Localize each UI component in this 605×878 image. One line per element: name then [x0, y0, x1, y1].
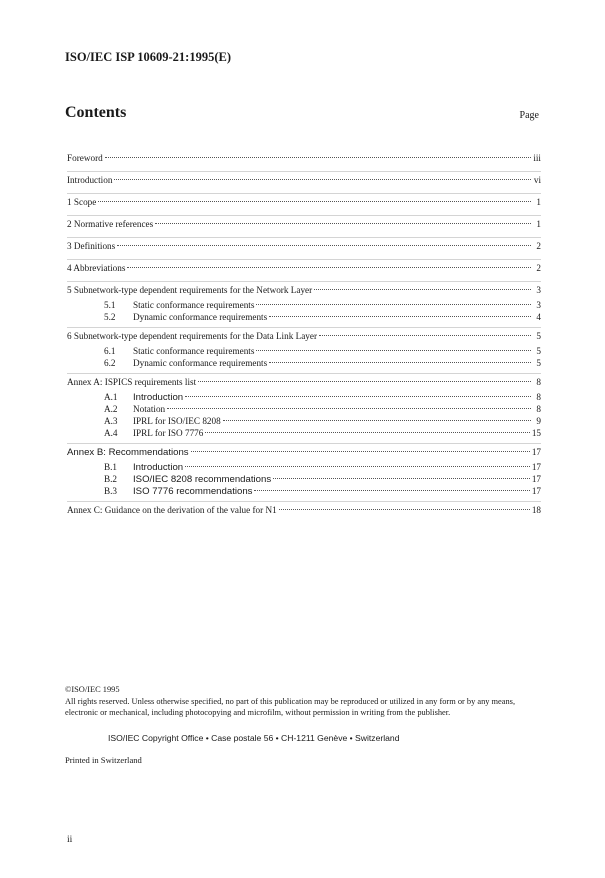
toc-entry-label: Annex C: Guidance on the derivation of the value for N1	[67, 505, 277, 515]
toc-page-number: 18	[531, 505, 541, 515]
toc-page-number: vi	[533, 175, 541, 185]
dot-leader	[269, 362, 531, 363]
toc-entry-scope[interactable]	[67, 196, 541, 211]
toc-group-foreword	[67, 150, 541, 172]
toc-entry-label: Dynamic conformance requirements	[133, 312, 268, 322]
rights-statement: All rights reserved. Unless otherwise specified, no part of this publication may be reproduced or utilized in any form or by any means, electronic or mechanical, including photocopying and microfilm, without permission in writing from the publisher.	[65, 696, 516, 717]
dot-leader	[269, 316, 531, 317]
toc-entry-a-3[interactable]	[67, 415, 541, 427]
dot-leader	[319, 335, 531, 336]
toc-entry-label: 4 Abbreviations	[67, 263, 126, 273]
dot-leader	[191, 451, 530, 452]
toc-entry-number: B.1	[104, 462, 118, 472]
dot-leader	[254, 490, 529, 491]
toc-entry-label: IPRL for ISO/IEC 8208	[133, 416, 221, 426]
toc-entry-number: A.1	[104, 392, 118, 402]
toc-page-number: 17	[531, 462, 541, 472]
toc-page-number: 5	[536, 346, 541, 356]
toc-group-annex-b	[67, 444, 541, 502]
dot-leader	[114, 179, 531, 180]
toc-entry-5-2[interactable]	[67, 311, 541, 323]
toc-entry-number: 5.2	[104, 312, 116, 322]
dot-leader	[256, 350, 531, 351]
toc-entry-b-3[interactable]	[67, 485, 541, 497]
toc-entry-definitions[interactable]	[67, 240, 541, 255]
toc-entry-a-2[interactable]	[67, 403, 541, 415]
toc-entry-a-4[interactable]	[67, 427, 541, 439]
toc-entry-normative-references[interactable]	[67, 218, 541, 233]
dot-leader	[273, 478, 530, 479]
dot-leader	[185, 466, 530, 467]
toc-page-number: 1	[536, 197, 541, 207]
toc-entry-6-1[interactable]	[67, 345, 541, 357]
document-id: ISO/IEC ISP 10609-21:1995(E)	[65, 50, 231, 64]
toc-group-section-5	[67, 282, 541, 328]
toc-group-annex-a	[67, 374, 541, 444]
dot-leader	[198, 381, 531, 382]
contents-title: Contents	[65, 104, 127, 121]
toc-page-number: 9	[536, 416, 541, 426]
toc-entry-label: 3 Definitions	[67, 241, 116, 251]
toc-entry-5-1[interactable]	[67, 299, 541, 311]
toc-entry-label: 5 Subnetwork-type dependent requirements for the Network Layer	[67, 285, 313, 295]
toc-entry-label: 1 Scope	[67, 197, 97, 207]
toc-entry-number: 6.1	[104, 346, 116, 356]
dot-leader	[155, 223, 531, 224]
dot-leader	[314, 289, 531, 290]
toc-entry-number: A.2	[104, 404, 118, 414]
dot-leader	[105, 157, 531, 158]
toc-entry-number: A.3	[104, 416, 118, 426]
page-column-label: Page	[519, 110, 539, 121]
dot-leader	[127, 267, 531, 268]
toc-group-normative	[67, 216, 541, 238]
toc-group-section-6	[67, 328, 541, 374]
toc-page-number: 3	[536, 300, 541, 310]
toc-entry-label: 2 Normative references	[67, 219, 154, 229]
dot-leader	[185, 396, 531, 397]
toc-page-number: iii	[533, 153, 541, 163]
toc-entry-abbreviations[interactable]	[67, 262, 541, 277]
copyright-line: ©ISO/IEC 1995	[65, 685, 120, 694]
toc-entry-b-2[interactable]	[67, 473, 541, 485]
toc-entry-6-2[interactable]	[67, 357, 541, 369]
toc-page-number: 4	[536, 312, 541, 322]
toc-entry-number: A.4	[104, 428, 118, 438]
dot-leader	[279, 509, 530, 510]
dot-leader	[98, 201, 531, 202]
toc-entry-section-6[interactable]	[67, 330, 541, 345]
toc-group-introduction	[67, 172, 541, 194]
toc-entry-label: ISO/IEC 8208 recommendations	[133, 474, 272, 485]
dot-leader	[223, 420, 531, 421]
toc-entry-section-5[interactable]	[67, 284, 541, 299]
toc-page-number: 8	[536, 392, 541, 402]
copyright-office-address: ISO/IEC Copyright Office • Case postale 56 • CH-1211 Genève • Switzerland	[108, 733, 400, 743]
toc-entry-label: Dynamic conformance requirements	[133, 358, 268, 368]
table-of-contents	[67, 150, 541, 523]
toc-entry-label: IPRL for ISO 7776	[133, 428, 204, 438]
dot-leader	[256, 304, 531, 305]
toc-entry-number: 5.1	[104, 300, 116, 310]
toc-entry-label: Foreword	[67, 153, 103, 163]
copyright-notice	[65, 684, 545, 719]
toc-group-definitions	[67, 238, 541, 260]
toc-entry-annex-c[interactable]	[67, 504, 541, 519]
toc-entry-label: Notation	[133, 404, 166, 414]
toc-entry-label: ISO 7776 recommendations	[133, 486, 253, 497]
toc-entry-label: Static conformance requirements	[133, 300, 255, 310]
toc-page-number: 2	[536, 263, 541, 273]
toc-entry-label: Introduction	[67, 175, 113, 185]
toc-entry-number: B.2	[104, 474, 118, 484]
toc-page-number: 17	[531, 447, 541, 457]
toc-entry-introduction[interactable]	[67, 174, 541, 189]
toc-entry-label: Static conformance requirements	[133, 346, 255, 356]
toc-page-number: 5	[536, 331, 541, 341]
toc-page-number: 8	[536, 377, 541, 387]
toc-page-number: 8	[536, 404, 541, 414]
page-number: ii	[67, 834, 73, 845]
toc-group-abbreviations	[67, 260, 541, 282]
toc-page-number: 17	[531, 474, 541, 484]
toc-entry-number: B.3	[104, 486, 118, 496]
toc-page-number: 17	[531, 486, 541, 496]
toc-entry-b-1[interactable]	[67, 461, 541, 473]
toc-entry-annex-a[interactable]	[67, 376, 541, 391]
toc-page-number: 2	[536, 241, 541, 251]
toc-entry-label: Introduction	[133, 392, 184, 403]
toc-entry-label: Annex B: Recommendations	[67, 447, 189, 458]
toc-entry-label: Introduction	[133, 462, 184, 473]
dot-leader	[205, 432, 529, 433]
toc-group-scope	[67, 194, 541, 216]
toc-entry-annex-b[interactable]	[67, 446, 541, 461]
toc-entry-a-1[interactable]	[67, 391, 541, 403]
toc-entry-number: 6.2	[104, 358, 116, 368]
toc-entry-label: 6 Subnetwork-type dependent requirements for the Data Link Layer	[67, 331, 318, 341]
toc-page-number: 3	[536, 285, 541, 295]
toc-group-annex-c	[67, 502, 541, 523]
toc-page-number: 5	[536, 358, 541, 368]
toc-entry-label: Annex A: ISPICS requirements list	[67, 377, 197, 387]
toc-entry-foreword[interactable]	[67, 152, 541, 167]
dot-leader	[117, 245, 531, 246]
toc-page-number: 15	[531, 428, 541, 438]
dot-leader	[167, 408, 531, 409]
printed-in: Printed in Switzerland	[65, 755, 142, 765]
toc-page-number: 1	[536, 219, 541, 229]
